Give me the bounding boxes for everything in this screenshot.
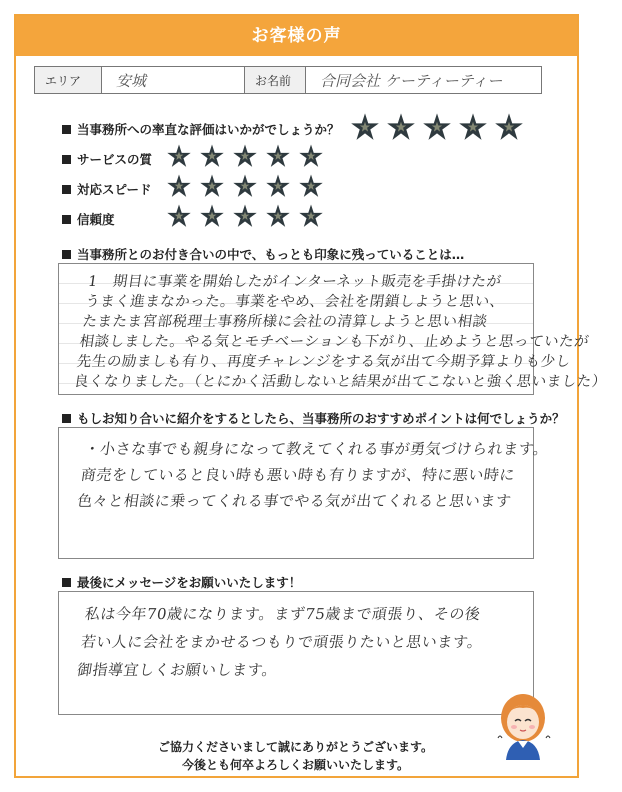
area-value: 安城 (116, 71, 147, 90)
star-icon (201, 205, 223, 227)
name-label: お名前 (244, 67, 306, 93)
star-icon (201, 145, 223, 167)
star-icon (267, 145, 289, 167)
star-icon (424, 114, 450, 140)
star-icon (267, 175, 289, 197)
overall-rating-question (62, 120, 340, 138)
star-icon (168, 175, 190, 197)
star-icon (388, 114, 414, 140)
star-icon (300, 145, 322, 167)
rating-label-trust: 信頼度 (77, 212, 115, 227)
bullet-square-icon (62, 250, 71, 259)
bullet-square-icon (62, 185, 71, 194)
star-icon (460, 114, 486, 140)
rating-label-service: サービスの質 (77, 152, 153, 167)
recommend-answer-text: ・小さな事でも親身になって教えてくれる事が勇気づけられます。 商売をしていると良い時も悪い時も有りますが、特に悪い時に 色々と相談に乗ってくれる事でやる気が出てくれると思います (76, 440, 550, 510)
thanks-message-line2: 今後とも何卒よろしくお願いいたします。 (181, 758, 410, 772)
message-question-label: 最後にメッセージをお願いいたします！ (77, 575, 302, 590)
customer-info-row (34, 66, 542, 94)
star-icon (234, 205, 256, 227)
rating-label-speed: 対応スピード (77, 182, 152, 197)
bullet-square-icon (62, 155, 71, 164)
rating-item (62, 210, 115, 228)
star-icon (168, 145, 190, 167)
overall-star-rating (352, 114, 522, 140)
bullet-square-icon (62, 578, 71, 587)
trust-star-rating (168, 205, 322, 227)
star-icon (496, 114, 522, 140)
impression-question (62, 245, 464, 263)
impression-question-label: 当事務所とのお付き合いの中で、もっとも印象に残っていることは… (77, 247, 465, 262)
impression-answer-box (58, 263, 608, 395)
recommend-answer-box (58, 427, 550, 559)
bullet-square-icon (62, 125, 71, 134)
rating-item (62, 150, 152, 168)
star-icon (201, 175, 223, 197)
thanks-message-line1: ご協力くださいまして誠にありがとうございます。 (157, 740, 434, 754)
staff-mascot-illustration (494, 688, 552, 760)
name-value: 合同会社 ケーティーティー (320, 71, 503, 90)
message-answer-box (58, 591, 534, 715)
star-icon (267, 205, 289, 227)
impression-answer-text: 1 期目に事業を開始したがインターネット販売を手掛けたが うまく進まなかった。事業をやめ、会社を閉鎖しようと思い、 たまたま宮部税理士事務所様に会社の清算しようと思い相談 相談しました。やる気とモチベーションも下がり、止めようと思っていたが 先生の励ましも有り、再度チャレンジをする気が出て今期予算よりも少し 良くなりました。（とにかく活動しないと結果が出てこないと強く思いました） (72, 274, 608, 390)
area-label: エリア (35, 67, 102, 93)
star-icon (168, 205, 190, 227)
star-icon (234, 145, 256, 167)
bullet-square-icon (62, 414, 71, 423)
speed-star-rating (168, 175, 322, 197)
message-question (62, 573, 301, 591)
bullet-square-icon (62, 215, 71, 224)
rating-item (62, 180, 152, 198)
page-title: お客様の声 (16, 16, 577, 56)
recommend-question (62, 409, 565, 427)
star-icon (234, 175, 256, 197)
service-star-rating (168, 145, 322, 167)
star-icon (300, 175, 322, 197)
star-icon (352, 114, 378, 140)
recommend-question-label: もしお知り合いに紹介をするとしたら、当事務所のおすすめポイントは何でしょうか？ (77, 411, 565, 426)
star-icon (300, 205, 322, 227)
message-answer-text: 私は今年70歳になります。まず75歳まで頑張り、その後 若い人に会社をまかせるつもりで頑張りたいと思います。 御指導宜しくお願いします。 (75, 605, 484, 679)
overall-rating-label: 当事務所への率直な評価はいかがでしょうか？ (77, 122, 340, 137)
